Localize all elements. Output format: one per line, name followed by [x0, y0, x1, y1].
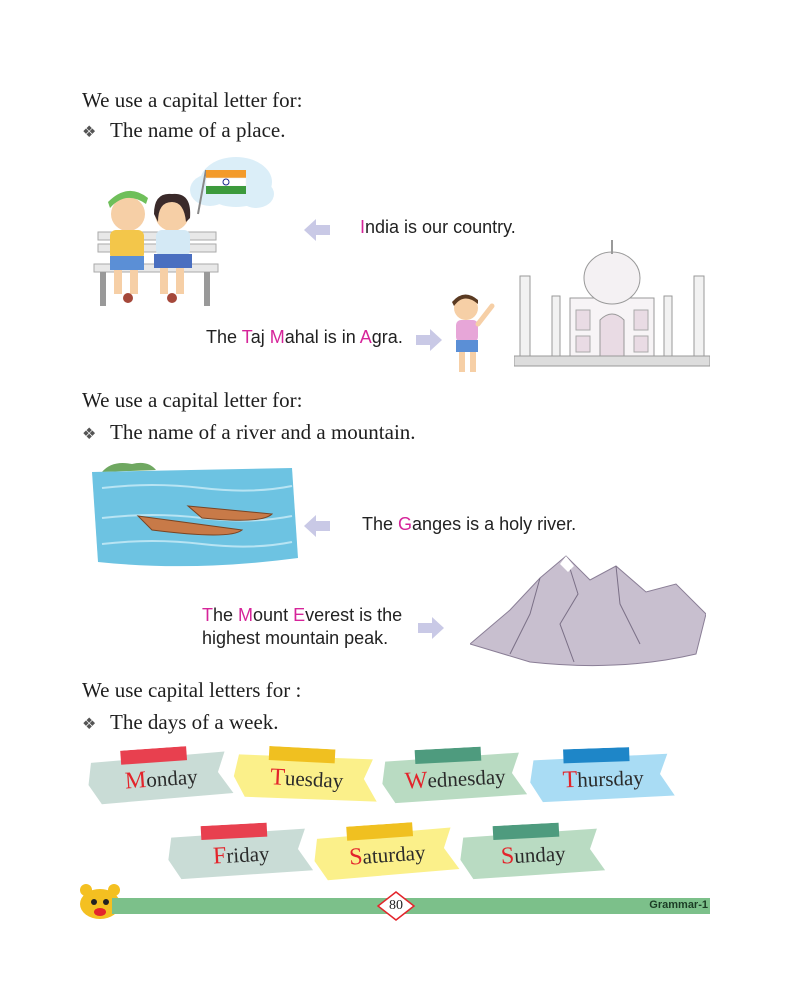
arrow-right-icon [418, 617, 444, 639]
page-number: 80 [389, 898, 403, 913]
day-tag-thursday [527, 745, 679, 804]
day-tag-sunday [457, 820, 610, 882]
bullet-diamond-icon: ❖ [82, 716, 97, 733]
section2-bullet: ❖ The name of a river and a mountain. [82, 420, 416, 444]
section1-bullet: ❖ The name of a place. [82, 118, 286, 142]
day-tag-monday [84, 743, 237, 807]
day-tag-saturday [310, 819, 463, 883]
children-on-bench-illustration [88, 152, 278, 310]
taj-sentence: The Taj Mahal is in Agra. [206, 327, 403, 347]
river-boats-illustration [92, 458, 298, 572]
bullet-diamond-icon: ❖ [82, 124, 97, 141]
arrow-left-icon [304, 219, 330, 241]
day-rest-letters: uesday [284, 765, 344, 793]
mountains-illustration [470, 554, 706, 672]
section3-heading: We use capital letters for : [82, 678, 302, 702]
day-name [528, 763, 679, 795]
day-rest-letters: riday [225, 841, 271, 868]
section2-heading: We use a capital letter for: [82, 388, 303, 412]
india-sentence: India is our country. [360, 217, 516, 237]
day-capital-letter: M [124, 767, 148, 795]
day-rest-letters: ednesday [426, 764, 507, 793]
day-capital-letter: T [562, 766, 578, 794]
section3-bullet: ❖ The days of a week. [82, 710, 279, 734]
waving-child-illustration [444, 292, 496, 378]
ganges-sentence: The Ganges is a holy river. [362, 514, 577, 534]
taj-mahal-illustration [514, 238, 710, 370]
day-capital-letter: S [500, 843, 515, 870]
day-rest-letters: onday [145, 764, 199, 793]
day-rest-letters: unday [513, 841, 567, 868]
arrow-left-icon [304, 515, 330, 537]
day-capital-letter: S [348, 843, 364, 871]
arrow-right-icon [416, 329, 442, 351]
day-tag-tape [563, 747, 629, 763]
section1-heading: We use a capital letter for: [82, 88, 303, 112]
day-capital-letter: W [404, 767, 429, 795]
everest-sentence: The Mount Everest is the highest mountain peak. [202, 605, 403, 649]
day-tag-tuesday [231, 744, 384, 806]
day-rest-letters: hursday [576, 765, 645, 792]
day-tag-friday [165, 820, 318, 882]
day-capital-letter: F [212, 842, 228, 870]
day-tag-wednesday [379, 744, 532, 806]
bullet-diamond-icon: ❖ [82, 426, 97, 443]
series-label: Grammar-1 [649, 899, 708, 911]
day-rest-letters: aturday [361, 840, 427, 869]
day-capital-letter: T [269, 764, 286, 791]
